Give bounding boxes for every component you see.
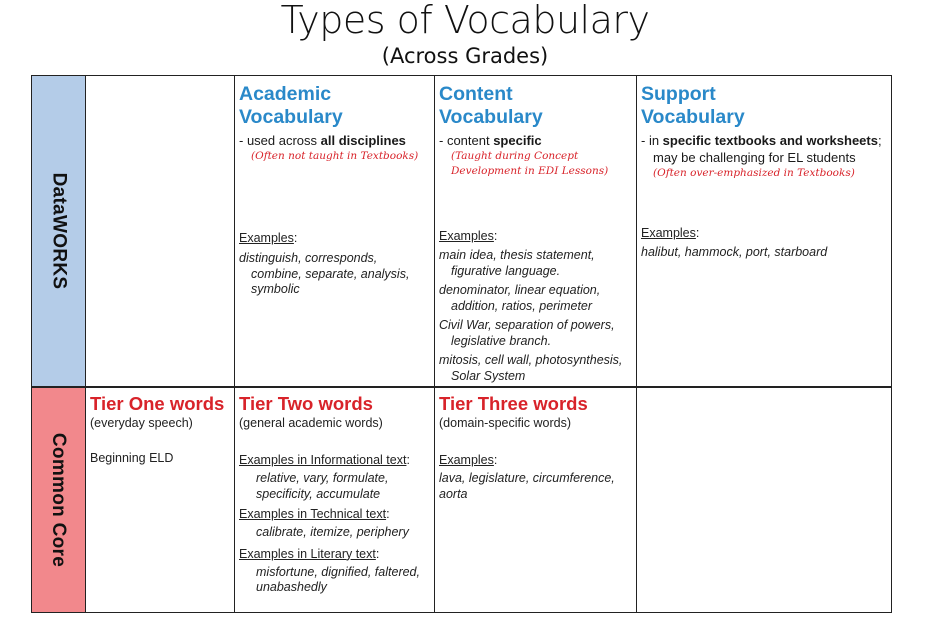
vocabulary-table bbox=[31, 75, 892, 613]
common-core-label-text: Common Core bbox=[48, 432, 70, 568]
content-description bbox=[439, 132, 633, 149]
tier-two-tech-label: Examples in Technical text bbox=[239, 507, 387, 521]
support-examples-label: Examples bbox=[641, 226, 696, 240]
content-examples-label: Examples bbox=[439, 229, 494, 243]
support-desc-prefix: - in bbox=[641, 133, 663, 148]
tier-two-lit-examples: misfortune, dignified, faltered, unabashedly bbox=[256, 564, 420, 594]
dataworks-label-text: DataWORKS bbox=[48, 172, 70, 290]
content-note bbox=[439, 149, 633, 179]
tier-three-heading: Tier Three words bbox=[439, 393, 588, 414]
content-heading-line2: Vocabulary bbox=[439, 106, 543, 128]
academic-heading bbox=[239, 83, 431, 129]
support-desc-rest: ; may be challenging for EL students bbox=[653, 133, 882, 165]
tier-one-heading: Tier One words bbox=[90, 393, 225, 414]
support-heading-line2: Vocabulary bbox=[641, 106, 745, 128]
tier-two-cell: Tier Two words (general academic words) Examples in Informational text: relative, vary, formulate, specificity, accumulate Examples in Technical text: calibrate, itemize, periphery Examples in Literary text: misfortune, dignified, faltered, unabashedly bbox=[239, 393, 431, 596]
support-note: (Often over-emphasized in Textbooks) bbox=[653, 167, 855, 179]
row-divider bbox=[32, 386, 891, 388]
academic-desc-bold: all disciplines bbox=[320, 133, 406, 148]
academic-examples-label: Examples bbox=[239, 231, 294, 245]
support-examples: halibut, hammock, port, starboard bbox=[641, 245, 828, 259]
content-desc-bold: specific bbox=[493, 133, 542, 148]
content-note-line2: Development in EDI Lessons) bbox=[451, 165, 609, 177]
tier-three-paren: (domain-specific words) bbox=[439, 416, 571, 430]
content-heading-line1: Content bbox=[439, 83, 513, 105]
content-example-item: mitosis, cell wall, photosynthesis, Solar System bbox=[439, 353, 623, 383]
tier-two-info-label: Examples in Informational text bbox=[239, 453, 407, 467]
support-heading bbox=[641, 83, 885, 129]
tier-two-tech-examples: calibrate, itemize, periphery bbox=[256, 525, 409, 539]
academic-desc-prefix: - used across bbox=[239, 133, 321, 148]
page-title: Types of Vocabulary bbox=[280, 0, 650, 42]
common-core-row-label bbox=[32, 388, 85, 612]
support-vocabulary-cell: Support Vocabulary - in specific textbooks and worksheets; may be challenging for EL students (Often over-emphasized in Textbooks) Examples: halibut, hammock, port, starboard bbox=[641, 83, 885, 181]
divider bbox=[85, 76, 86, 612]
divider bbox=[636, 76, 637, 612]
academic-heading-line1: Academic bbox=[239, 83, 332, 105]
academic-note: (Often not taught in Textbooks) bbox=[251, 150, 419, 162]
tier-one-extra: Beginning ELD bbox=[90, 451, 174, 465]
academic-heading-line2: Vocabulary bbox=[239, 106, 343, 128]
tier-two-lit-label: Examples in Literary text bbox=[239, 546, 376, 561]
academic-examples: distinguish, corresponds, combine, separate, analysis, symbolic bbox=[239, 251, 410, 296]
content-vocabulary-cell: Content Vocabulary - content specific (Taught during Concept Development in EDI Lessons) Examples: main idea, thesis statement, figurative language. denominator, linear equation, addition, ratios, perimeter Civil War, separation of powers, legislative branch. mitosis, cell wall, photosynthesis, Solar System bbox=[439, 83, 633, 179]
academic-vocabulary-cell: Academic Vocabulary - used across all disciplines (Often not taught in Textbooks) Examples: distinguish, corresponds, combine, separate, analysis, symbolic bbox=[239, 83, 431, 164]
tier-three-examples-label: Examples bbox=[439, 453, 494, 467]
content-desc-prefix: - content bbox=[439, 133, 494, 148]
support-desc-bold: specific textbooks and worksheets bbox=[662, 133, 878, 148]
tier-three-examples: lava, legislature, circumference, aorta bbox=[439, 471, 615, 501]
support-description bbox=[641, 132, 885, 166]
content-heading bbox=[439, 83, 633, 129]
page-subtitle: (Across Grades) bbox=[381, 44, 549, 68]
academic-description bbox=[239, 132, 431, 149]
dataworks-row-label bbox=[32, 76, 85, 386]
content-example-item: main idea, thesis statement, figurative language. bbox=[439, 248, 595, 278]
tier-two-heading: Tier Two words bbox=[239, 393, 373, 414]
tier-three-cell: Tier Three words (domain-specific words) Examples: lava, legislature, circumference, aorta bbox=[439, 393, 633, 502]
support-heading-line1: Support bbox=[641, 83, 716, 105]
tier-two-paren: (general academic words) bbox=[239, 416, 383, 430]
tier-one-paren: (everyday speech) bbox=[90, 416, 193, 430]
content-note-line1: (Taught during Concept bbox=[451, 150, 579, 162]
divider bbox=[434, 76, 435, 612]
content-example-item: denominator, linear equation, addition, ratios, perimeter bbox=[439, 283, 601, 313]
tier-one-cell bbox=[90, 393, 232, 465]
divider bbox=[234, 76, 235, 612]
content-example-item: Civil War, separation of powers, legislative branch. bbox=[439, 318, 615, 348]
tier-two-info-examples: relative, vary, formulate, specificity, accumulate bbox=[256, 471, 389, 501]
